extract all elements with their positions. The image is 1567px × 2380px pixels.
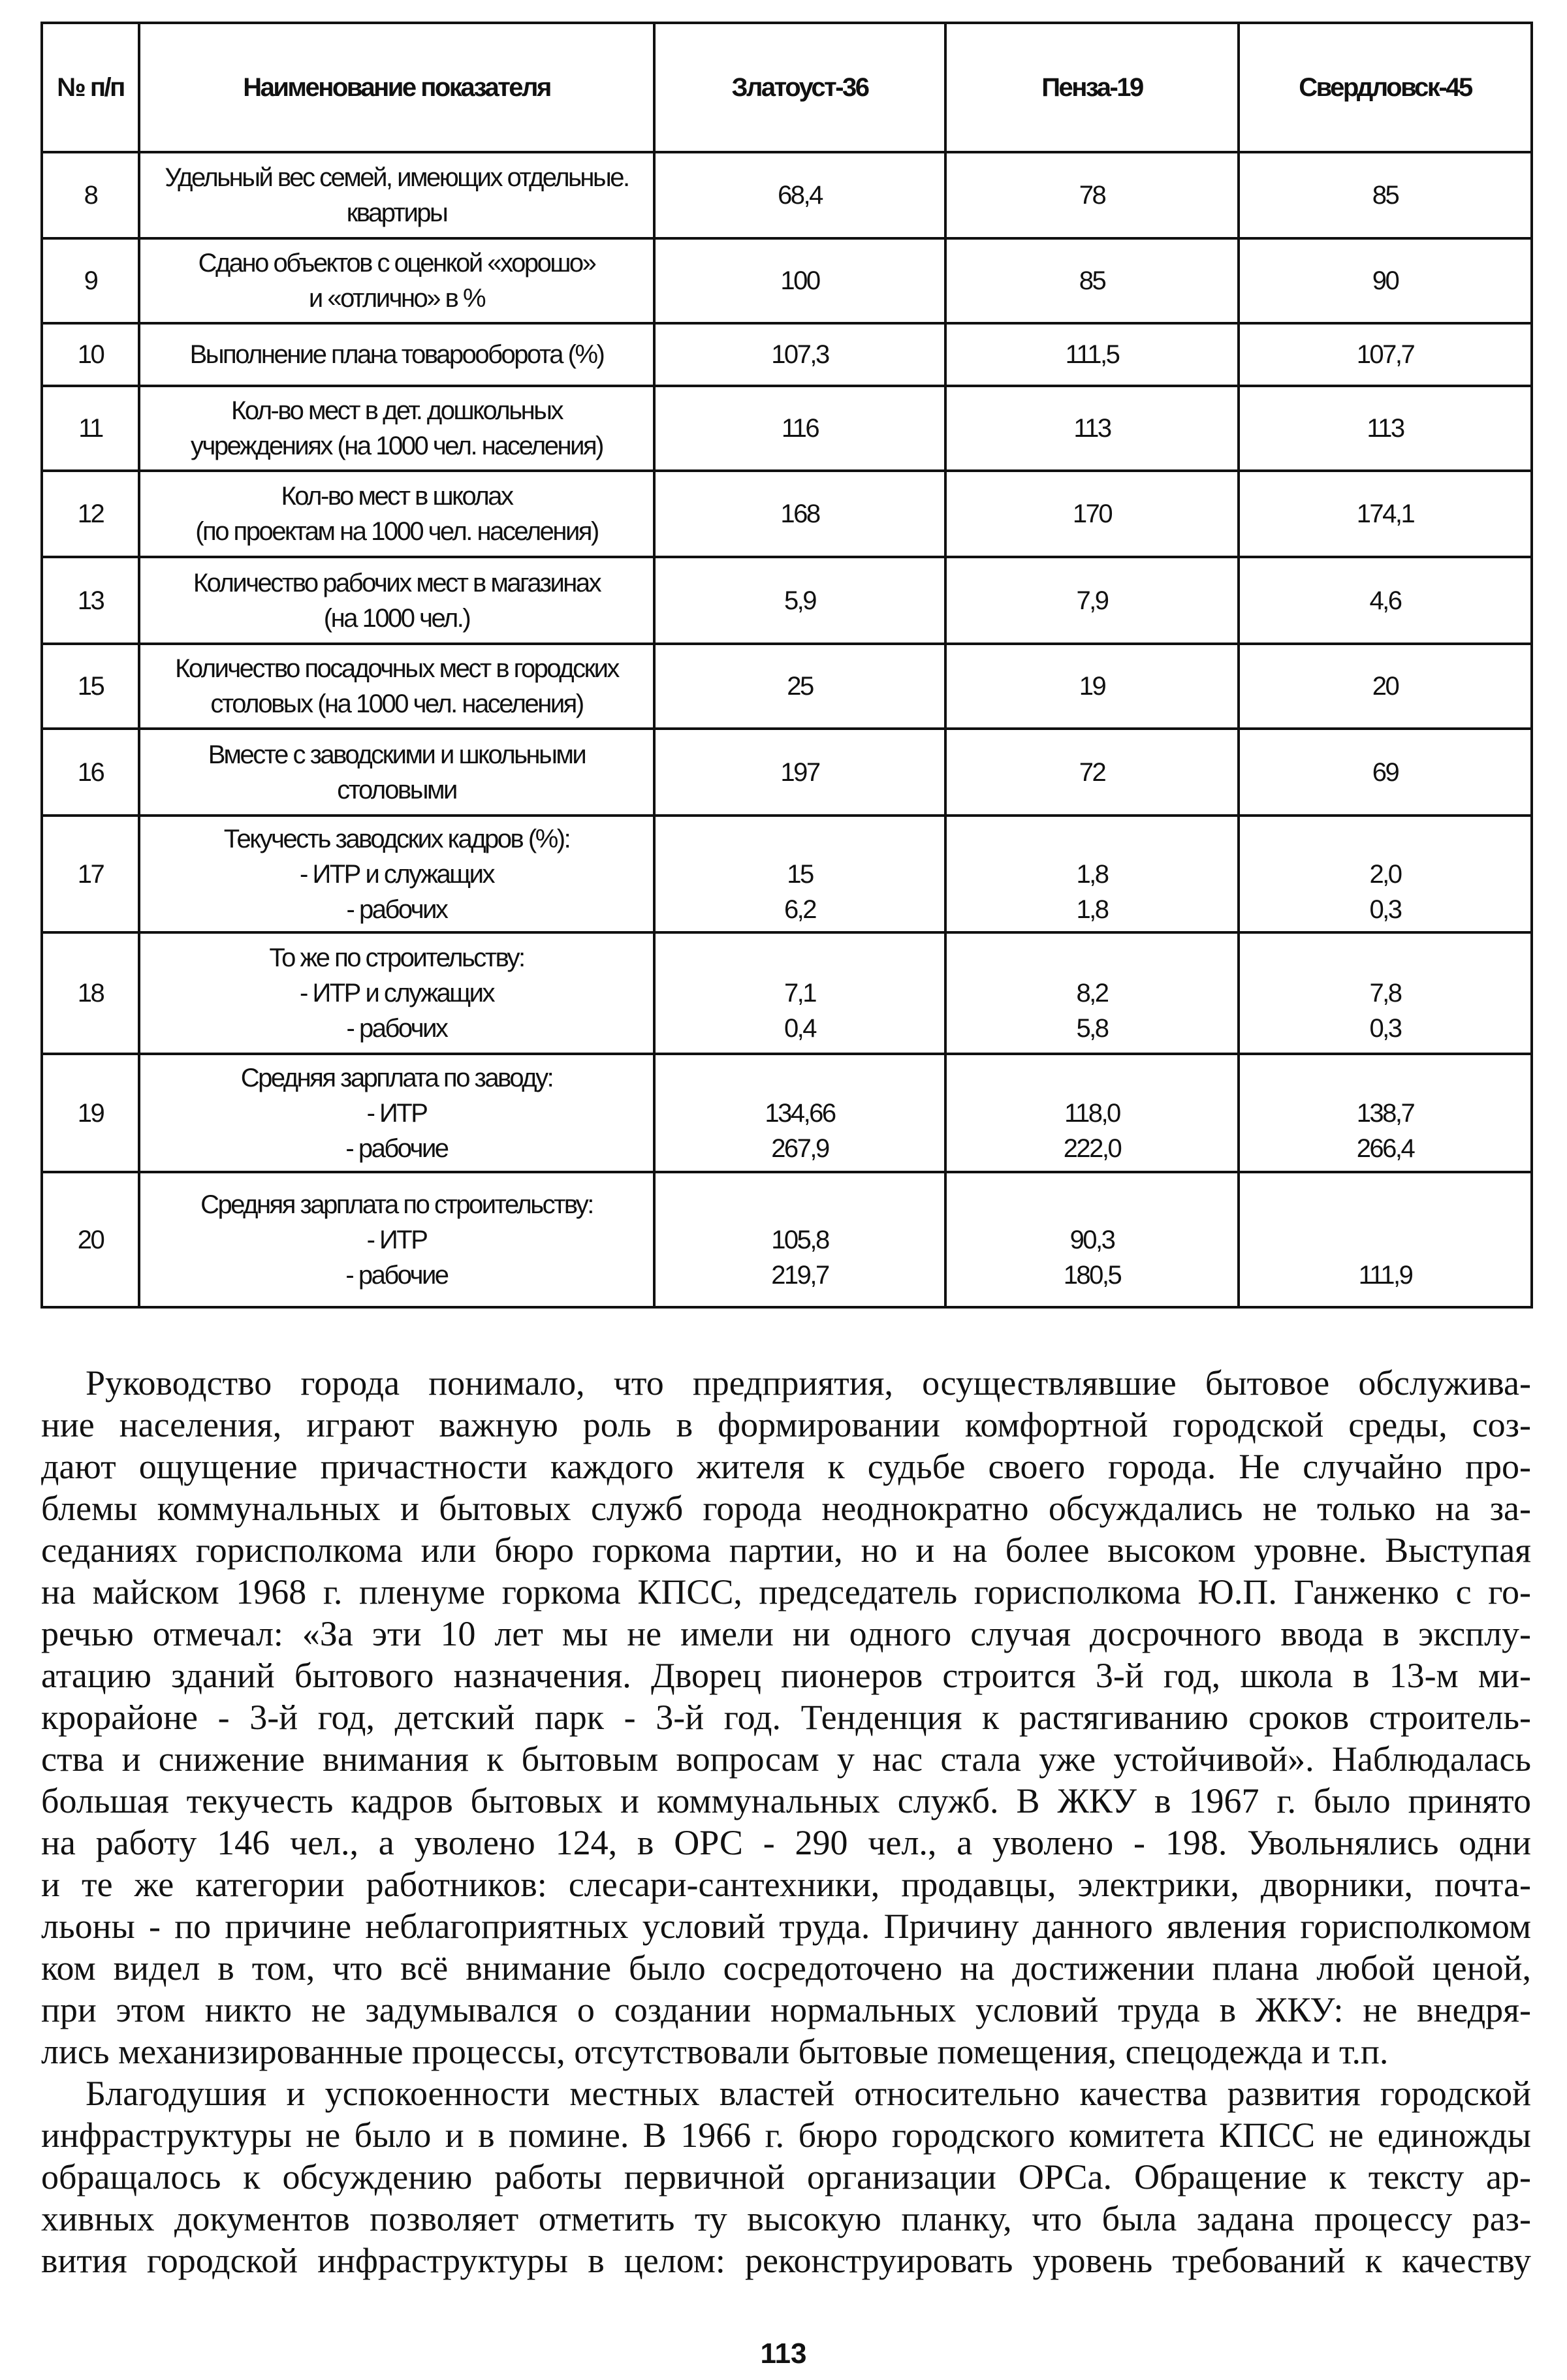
value-line: 5,8	[1076, 1014, 1108, 1043]
text-line: ние населения, играют важную роль в формировании комфортной городской среды, соз-	[41, 1405, 1531, 1444]
value-line: 267,9	[771, 1134, 829, 1163]
value-line: 180,5	[1063, 1260, 1121, 1290]
indicator-line: Количество рабочих мест в магазинах	[193, 568, 601, 597]
statistics-table	[40, 22, 1533, 1309]
value-line	[951, 1060, 1233, 1096]
table-row	[42, 557, 1532, 644]
table-row	[42, 323, 1532, 386]
value-line: 266,4	[1356, 1134, 1414, 1163]
value-cell-sverdlovsk: 174,1	[1239, 471, 1532, 557]
value-line	[951, 821, 1233, 857]
value-cell-penza	[945, 932, 1239, 1054]
indicator-line: - рабочие	[345, 1134, 448, 1163]
value-line: 138,7	[1356, 1098, 1414, 1128]
indicator-line: - рабочих	[346, 895, 447, 924]
indicator-cell	[139, 152, 654, 238]
row-number-cell: 9	[42, 238, 139, 323]
indicator-line: Удельный вес семей, имеющих отдельные.	[165, 163, 629, 192]
value-cell-zlatoust	[654, 932, 945, 1054]
value-cell-sverdlovsk	[1239, 1172, 1532, 1307]
value-cell-zlatoust: 68,4	[654, 152, 945, 238]
page-number: 113	[760, 2338, 807, 2370]
value-line	[659, 1187, 940, 1222]
value-cell-zlatoust	[654, 816, 945, 932]
body-text	[41, 1362, 1531, 2281]
indicator-cell	[139, 644, 654, 729]
row-number-cell: 19	[42, 1054, 139, 1172]
value-cell-zlatoust: 25	[654, 644, 945, 729]
value-cell-penza: 85	[945, 238, 1239, 323]
indicator-line: столовыми	[337, 775, 456, 804]
value-line: 219,7	[771, 1260, 829, 1290]
indicator-cell	[139, 1172, 654, 1307]
indicator-line: Сдано объектов с оценкой «хорошо»	[198, 249, 595, 278]
text-line: Руководство города понимало, что предприятия, осуществлявшие бытовое обслужива-	[86, 1363, 1531, 1403]
value-cell-sverdlovsk: 69	[1239, 729, 1532, 816]
value-cell-sverdlovsk: 90	[1239, 238, 1532, 323]
value-line: 15	[787, 859, 813, 889]
value-line	[1244, 1222, 1527, 1258]
value-cell-zlatoust: 197	[654, 729, 945, 816]
indicator-line: Количество посадочных мест в городских	[175, 654, 618, 683]
row-number-cell: 17	[42, 816, 139, 932]
text-line: речью отмечал: «За эти 10 лет мы не имели ни одного случая досрочного ввода в эксплу-	[41, 1614, 1531, 1653]
value-line: 1,8	[1076, 895, 1108, 924]
value-cell-penza	[945, 1054, 1239, 1172]
value-cell-sverdlovsk: 85	[1239, 152, 1532, 238]
text-line: седаниях горисполкома или бюро горкома партии, но и на более высоком уровне. Выступая	[41, 1531, 1531, 1570]
value-cell-sverdlovsk: 20	[1239, 644, 1532, 729]
indicator-line: То же по строительству:	[269, 944, 524, 972]
value-line	[659, 940, 940, 976]
text-line: обращалось к обсуждению работы первичной организации ОРСа. Обращение к тексту ар-	[41, 2157, 1531, 2197]
value-cell-penza	[945, 816, 1239, 932]
value-line	[1244, 1060, 1527, 1096]
value-line: 105,8	[771, 1225, 829, 1254]
value-cell-sverdlovsk: 107,7	[1239, 323, 1532, 386]
value-cell-zlatoust: 5,9	[654, 557, 945, 644]
value-cell-zlatoust	[654, 1172, 945, 1307]
value-cell-zlatoust	[654, 1054, 945, 1172]
text-line: большая текучесть кадров бытовых и коммунальных служб. В ЖКУ в 1967 г. было принято	[41, 1781, 1531, 1820]
value-line: 134,66	[765, 1098, 835, 1128]
table-row	[42, 386, 1532, 471]
value-line	[659, 821, 940, 857]
indicator-line: - рабочие	[345, 1260, 448, 1290]
value-line: 111,9	[1358, 1260, 1412, 1290]
row-number-cell: 11	[42, 386, 139, 471]
text-line: ком видел в том, что всё внимание было сосредоточено на достижении плана любой ценой,	[41, 1948, 1531, 1988]
value-cell-penza: 19	[945, 644, 1239, 729]
value-line: 0,4	[784, 1014, 816, 1043]
text-line: ства и снижение внимания к бытовым вопросам у нас стала уже устойчивой». Наблюдалась	[41, 1739, 1531, 1779]
value-line: 2,0	[1369, 859, 1401, 889]
value-cell-penza: 72	[945, 729, 1239, 816]
value-cell-penza	[945, 1172, 1239, 1307]
indicator-line: столовых (на 1000 чел. населения)	[210, 690, 583, 718]
indicator-cell	[139, 1054, 654, 1172]
table-row	[42, 1054, 1532, 1172]
table-row	[42, 238, 1532, 323]
indicator-line: - рабочих	[346, 1014, 447, 1043]
value-line: 0,3	[1369, 1014, 1401, 1043]
indicator-cell	[139, 729, 654, 816]
row-number-cell: 18	[42, 932, 139, 1054]
row-number-cell: 10	[42, 323, 139, 386]
value-cell-penza: 113	[945, 386, 1239, 471]
value-cell-zlatoust: 107,3	[654, 323, 945, 386]
indicator-cell	[139, 816, 654, 932]
text-line: и те же категории работников: слесари-сантехники, продавцы, электрики, дворники, почта-	[41, 1865, 1531, 1904]
text-line: атацию зданий бытового назначения. Дворец пионеров строится 3-й год, школа в 13-м ми-	[41, 1656, 1531, 1695]
value-line: 7,8	[1369, 979, 1401, 1008]
value-cell-sverdlovsk	[1239, 1054, 1532, 1172]
value-cell-penza: 111,5	[945, 323, 1239, 386]
row-number-cell: 12	[42, 471, 139, 557]
table-header-row	[42, 23, 1532, 152]
indicator-line: - ИТР	[366, 1098, 427, 1128]
value-cell-zlatoust: 100	[654, 238, 945, 323]
indicator-cell	[139, 386, 654, 471]
header-sverdlovsk: Свердловск-45	[1239, 23, 1532, 152]
table-row	[42, 152, 1532, 238]
row-number-cell: 20	[42, 1172, 139, 1307]
value-line	[1244, 1187, 1527, 1222]
indicator-line: учреждениях (на 1000 чел. населения)	[191, 432, 603, 460]
indicator-line: Кол-во мест в дет. дошкольных	[231, 396, 562, 425]
indicator-line: Средняя зарплата по строительству:	[200, 1190, 593, 1219]
indicator-cell	[139, 557, 654, 644]
indicator-line: (на 1000 чел.)	[323, 603, 470, 633]
indicator-line: - ИТР и служащих	[300, 979, 494, 1008]
indicator-line: Текучесть заводских кадров (%):	[223, 824, 570, 853]
value-line	[1244, 821, 1527, 857]
table-row	[42, 729, 1532, 816]
value-line: 7,1	[784, 979, 816, 1008]
text-line: льоны - по причине неблагоприятных условий труда. Причину данного явления горисполкомом	[41, 1907, 1531, 1946]
value-line: 118,0	[1064, 1098, 1120, 1128]
indicator-line: квартиры	[346, 198, 447, 227]
indicator-line: и «отлично» в %	[308, 284, 485, 313]
indicator-cell	[139, 471, 654, 557]
value-line: 8,2	[1076, 979, 1108, 1008]
indicator-line: - ИТР и служащих	[300, 859, 494, 889]
indicator-line: (по проектам на 1000 чел. населения)	[195, 517, 598, 546]
header-penza: Пенза-19	[945, 23, 1239, 152]
value-cell-penza: 7,9	[945, 557, 1239, 644]
indicator-line: - ИТР	[366, 1225, 427, 1254]
value-line	[951, 1187, 1233, 1222]
text-line: Благодушия и успокоенности местных властей относительно качества развития городской	[86, 2074, 1531, 2113]
table-row	[42, 1172, 1532, 1307]
value-cell-sverdlovsk	[1239, 816, 1532, 932]
text-line: при этом никто не задумывался о создании нормальных условий труда в ЖКУ: не внедря-	[41, 1990, 1531, 2029]
row-number-cell: 15	[42, 644, 139, 729]
table-row	[42, 816, 1532, 932]
value-line	[1244, 940, 1527, 976]
value-cell-sverdlovsk	[1239, 932, 1532, 1054]
row-number-cell: 16	[42, 729, 139, 816]
value-line: 222,0	[1063, 1134, 1121, 1163]
text-line: крорайоне - 3-й год, детский парк - 3-й год. Тенденция к растягиванию сроков строитель-	[41, 1698, 1531, 1737]
header-zlatoust: Златоуст-36	[654, 23, 945, 152]
value-line: 0,3	[1369, 895, 1401, 924]
header-number: № п/п	[42, 23, 139, 152]
indicator-cell	[139, 323, 654, 386]
header-indicator: Наименование показателя	[139, 23, 654, 152]
text-line: на майском 1968 г. пленуме горкома КПСС, председатель горисполкома Ю.П. Ганженко с го-	[41, 1572, 1531, 1611]
indicator-line: Кол-во мест в школах	[281, 482, 513, 511]
value-cell-zlatoust: 116	[654, 386, 945, 471]
row-number-cell: 8	[42, 152, 139, 238]
text-line: инфраструктуры не было и в помине. В 1966 г. бюро городского комитета КПСС не единожды	[41, 2116, 1531, 2155]
table-row	[42, 644, 1532, 729]
value-line: 90,3	[1069, 1225, 1115, 1254]
text-line: хивных документов позволяет отметить ту высокую планку, что была задана процессу раз-	[41, 2199, 1531, 2238]
text-line: блемы коммунальных и бытовых служб города неоднократно обсуждались не только на за-	[41, 1489, 1531, 1528]
indicator-line: Выполнение плана товарооборота (%)	[189, 340, 604, 369]
table-row	[42, 932, 1532, 1054]
table-row	[42, 471, 1532, 557]
value-line: 6,2	[784, 895, 816, 924]
value-line: 1,8	[1076, 859, 1108, 889]
indicator-line: Вместе с заводскими и школьными	[208, 740, 586, 769]
value-cell-penza: 170	[945, 471, 1239, 557]
value-cell-sverdlovsk: 4,6	[1239, 557, 1532, 644]
value-cell-penza: 78	[945, 152, 1239, 238]
text-line: дают ощущение причастности каждого жителя к судьбе своего города. Не случайно про-	[41, 1447, 1531, 1486]
text-line: вития городской инфраструктуры в целом: реконструировать уровень требований к качеству	[41, 2241, 1531, 2280]
value-cell-zlatoust: 168	[654, 471, 945, 557]
indicator-cell	[139, 238, 654, 323]
row-number-cell: 13	[42, 557, 139, 644]
value-cell-sverdlovsk: 113	[1239, 386, 1532, 471]
indicator-line: Средняя зарплата по заводу:	[240, 1063, 553, 1092]
value-line	[659, 1060, 940, 1096]
text-line: лись механизированные процессы, отсутствовали бытовые помещения, спецодежда и т.п.	[41, 2032, 1389, 2071]
value-line	[951, 940, 1233, 976]
text-line: на работу 146 чел., а уволено 124, в ОРС - 290 чел., а уволено - 198. Увольнялись одни	[41, 1823, 1531, 1862]
indicator-cell	[139, 932, 654, 1054]
